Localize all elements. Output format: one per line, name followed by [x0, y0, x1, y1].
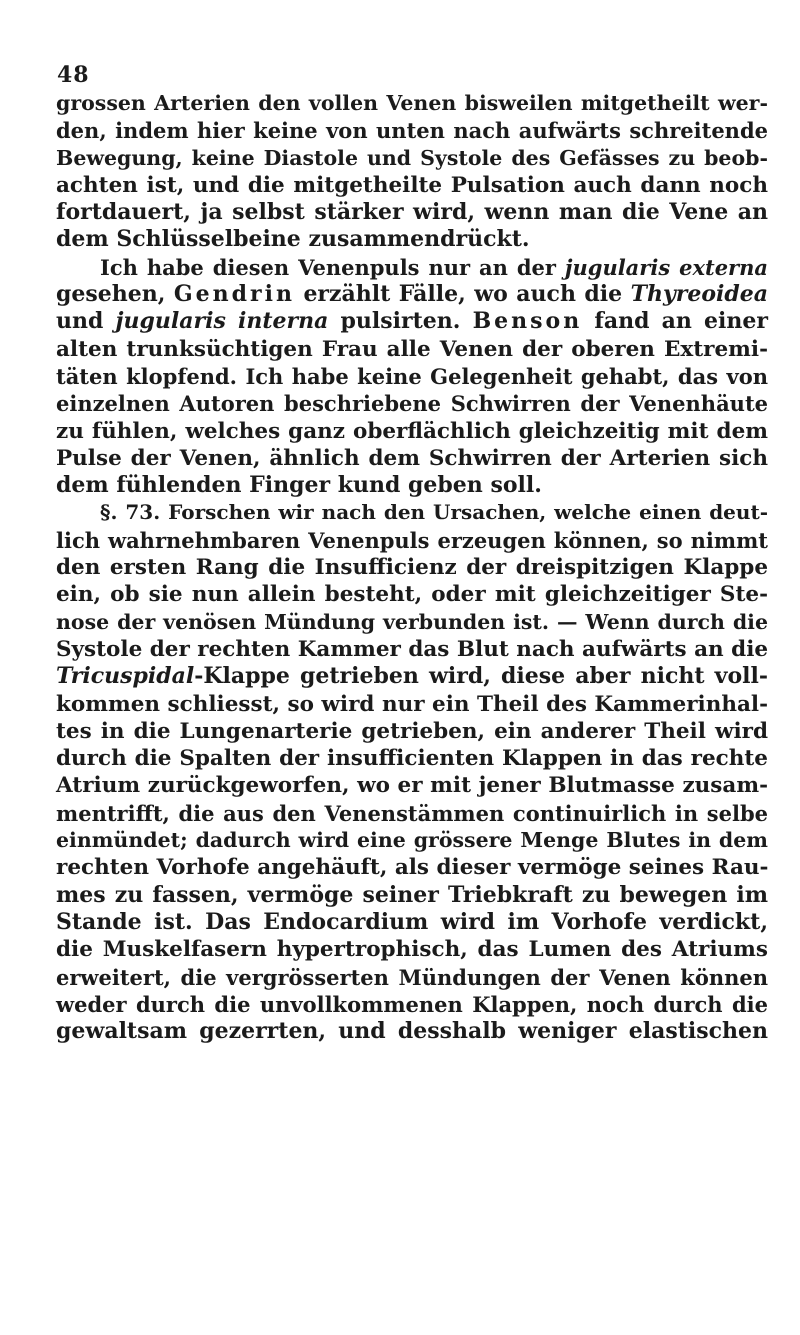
- text-line: [56, 854, 768, 881]
- text-segment: gesehen,: [56, 281, 174, 308]
- text-segment: §. 73. Forschen wir nach den Ursachen, welche einen deut-: [100, 500, 768, 525]
- text-line: [56, 308, 768, 335]
- text-segment: mentrifft, die aus den Venenstämmen continuirlich in selbe: [56, 800, 768, 826]
- text-line: [56, 499, 768, 526]
- text-line: [56, 609, 768, 636]
- text-line: [56, 418, 768, 445]
- text-line: [56, 882, 768, 909]
- text-line: [56, 145, 768, 172]
- text-line: [56, 964, 768, 991]
- text-segment: Stande ist. Das Endocardium wird im Vorhofe verdickt,: [56, 908, 768, 935]
- text-segment: durch die Spalten der insufficienten Klappen in das rechte: [56, 746, 768, 772]
- italic-term: jugularis interna: [115, 308, 329, 335]
- text-segment: die Muskelfasern hypertrophisch, das Lumen des Atriums: [56, 937, 768, 963]
- text-segment: tes in die Lungenarterie getrieben, ein anderer Theil wird: [56, 718, 768, 744]
- text-segment: zu fühlen, welches ganz oberflächlich gleichzeitig mit dem: [56, 418, 768, 444]
- text-segment: rechten Vorhofe angehäuft, als dieser vermöge seines Rau-: [56, 855, 769, 881]
- author-name: Benson: [472, 308, 583, 335]
- text-line: [56, 991, 768, 1018]
- text-segment: Pulse der Venen, ähnlich dem Schwirren der Arterien sich: [56, 445, 768, 471]
- text-line: [56, 281, 768, 308]
- text-line: [56, 390, 768, 417]
- text-line: [56, 363, 768, 390]
- text-line: [56, 936, 768, 963]
- text-line: [56, 1018, 768, 1045]
- text-segment: den, indem hier keine von unten nach aufwärts schreitende: [56, 118, 768, 144]
- text-line: [56, 718, 768, 745]
- text-segment: und: [56, 308, 116, 335]
- text-line: [56, 800, 768, 827]
- text-segment: ein, ob sie nun allein besteht, oder mit gleichzeitiger Ste-: [56, 582, 768, 608]
- text-segment: gewaltsam gezerrten, und desshalb weniger elastischen: [56, 1018, 768, 1045]
- text-segment: grossen Arterien den vollen Venen bisweilen mitgetheilt wer-: [56, 91, 768, 115]
- text-line: [56, 636, 768, 663]
- italic-term: Tricuspidal: [56, 663, 195, 690]
- text-line: [56, 226, 768, 253]
- italic-term: Thyreoidea: [630, 281, 768, 308]
- text-line: [56, 772, 768, 799]
- text-line: [56, 254, 768, 281]
- italic-term: jugularis externa: [564, 254, 768, 280]
- text-segment: mes zu fassen, vermöge seiner Triebkraft zu bewegen im: [56, 881, 768, 908]
- text-segment: dem fühlenden Finger kund geben soll.: [56, 472, 542, 499]
- text-line: [56, 472, 768, 499]
- text-line: [56, 527, 768, 554]
- text-segment: täten klopfend. Ich habe keine Gelegenheit gehabt, das von: [56, 363, 768, 389]
- text-segment: kommen schliesst, so wird nur ein Theil des Kammerinhal-: [56, 691, 768, 717]
- text-line: [56, 745, 768, 772]
- text-segment: pulsirten.: [328, 308, 473, 335]
- text-segment: Ich habe diesen Venenpuls nur an der: [100, 254, 565, 280]
- text-segment: den ersten Rang die Insufficienz der dreispitzigen Klappe: [56, 555, 768, 581]
- author-name: Gendrin: [173, 281, 295, 308]
- text-segment: lich wahrnehmbaren Venenpuls erzeugen können, so nimmt: [56, 527, 768, 553]
- page-number: 48: [57, 62, 90, 88]
- text-segment: Bewegung, keine Diastole und Systole des Gefässes zu beob-: [56, 145, 768, 170]
- text-line: [56, 199, 768, 226]
- text-line: [56, 336, 768, 363]
- text-line: [56, 581, 768, 608]
- text-segment: achten ist, und die mitgetheilte Pulsation auch dann noch: [56, 172, 768, 198]
- text-segment: alten trunksüchtigen Frau alle Venen der oberen Extremi-: [56, 336, 768, 362]
- text-line: [56, 691, 768, 718]
- text-line: [56, 909, 768, 936]
- text-segment: Atrium zurückgeworfen, wo er mit jener Blutmasse zusam-: [56, 773, 768, 799]
- text-line: [56, 172, 768, 199]
- text-segment: nose der venösen Mündung verbunden ist. — Wenn durch die: [56, 609, 768, 634]
- text-line: [56, 445, 768, 472]
- body-text: [56, 90, 768, 1045]
- text-line: [56, 827, 768, 854]
- text-segment: Systole der rechten Kammer das Blut nach aufwärts an die: [56, 636, 769, 662]
- text-line: [56, 117, 768, 144]
- text-segment: fortdauert, ja selbst stärker wird, wenn man die Vene an: [56, 199, 768, 226]
- text-line: [56, 90, 768, 117]
- text-segment: weder durch die unvollkommenen Klappen, noch durch die: [56, 991, 768, 1017]
- text-segment: fand an einer: [582, 308, 768, 335]
- text-segment: erzählt Fälle, wo auch die: [294, 281, 631, 308]
- text-segment: dem Schlüsselbeine zusammendrückt.: [56, 226, 530, 253]
- text-segment: einmündet; dadurch wird eine grössere Menge Blutes in dem: [56, 828, 768, 853]
- text-line: [56, 554, 768, 581]
- text-segment: erweitert, die vergrösserten Mündungen der Venen können: [56, 964, 768, 990]
- text-line: [56, 663, 768, 690]
- text-segment: einzelnen Autoren beschriebene Schwirren der Venenhäute: [56, 391, 768, 417]
- text-segment: -Klappe getrieben wird, diese aber nicht voll-: [194, 663, 768, 690]
